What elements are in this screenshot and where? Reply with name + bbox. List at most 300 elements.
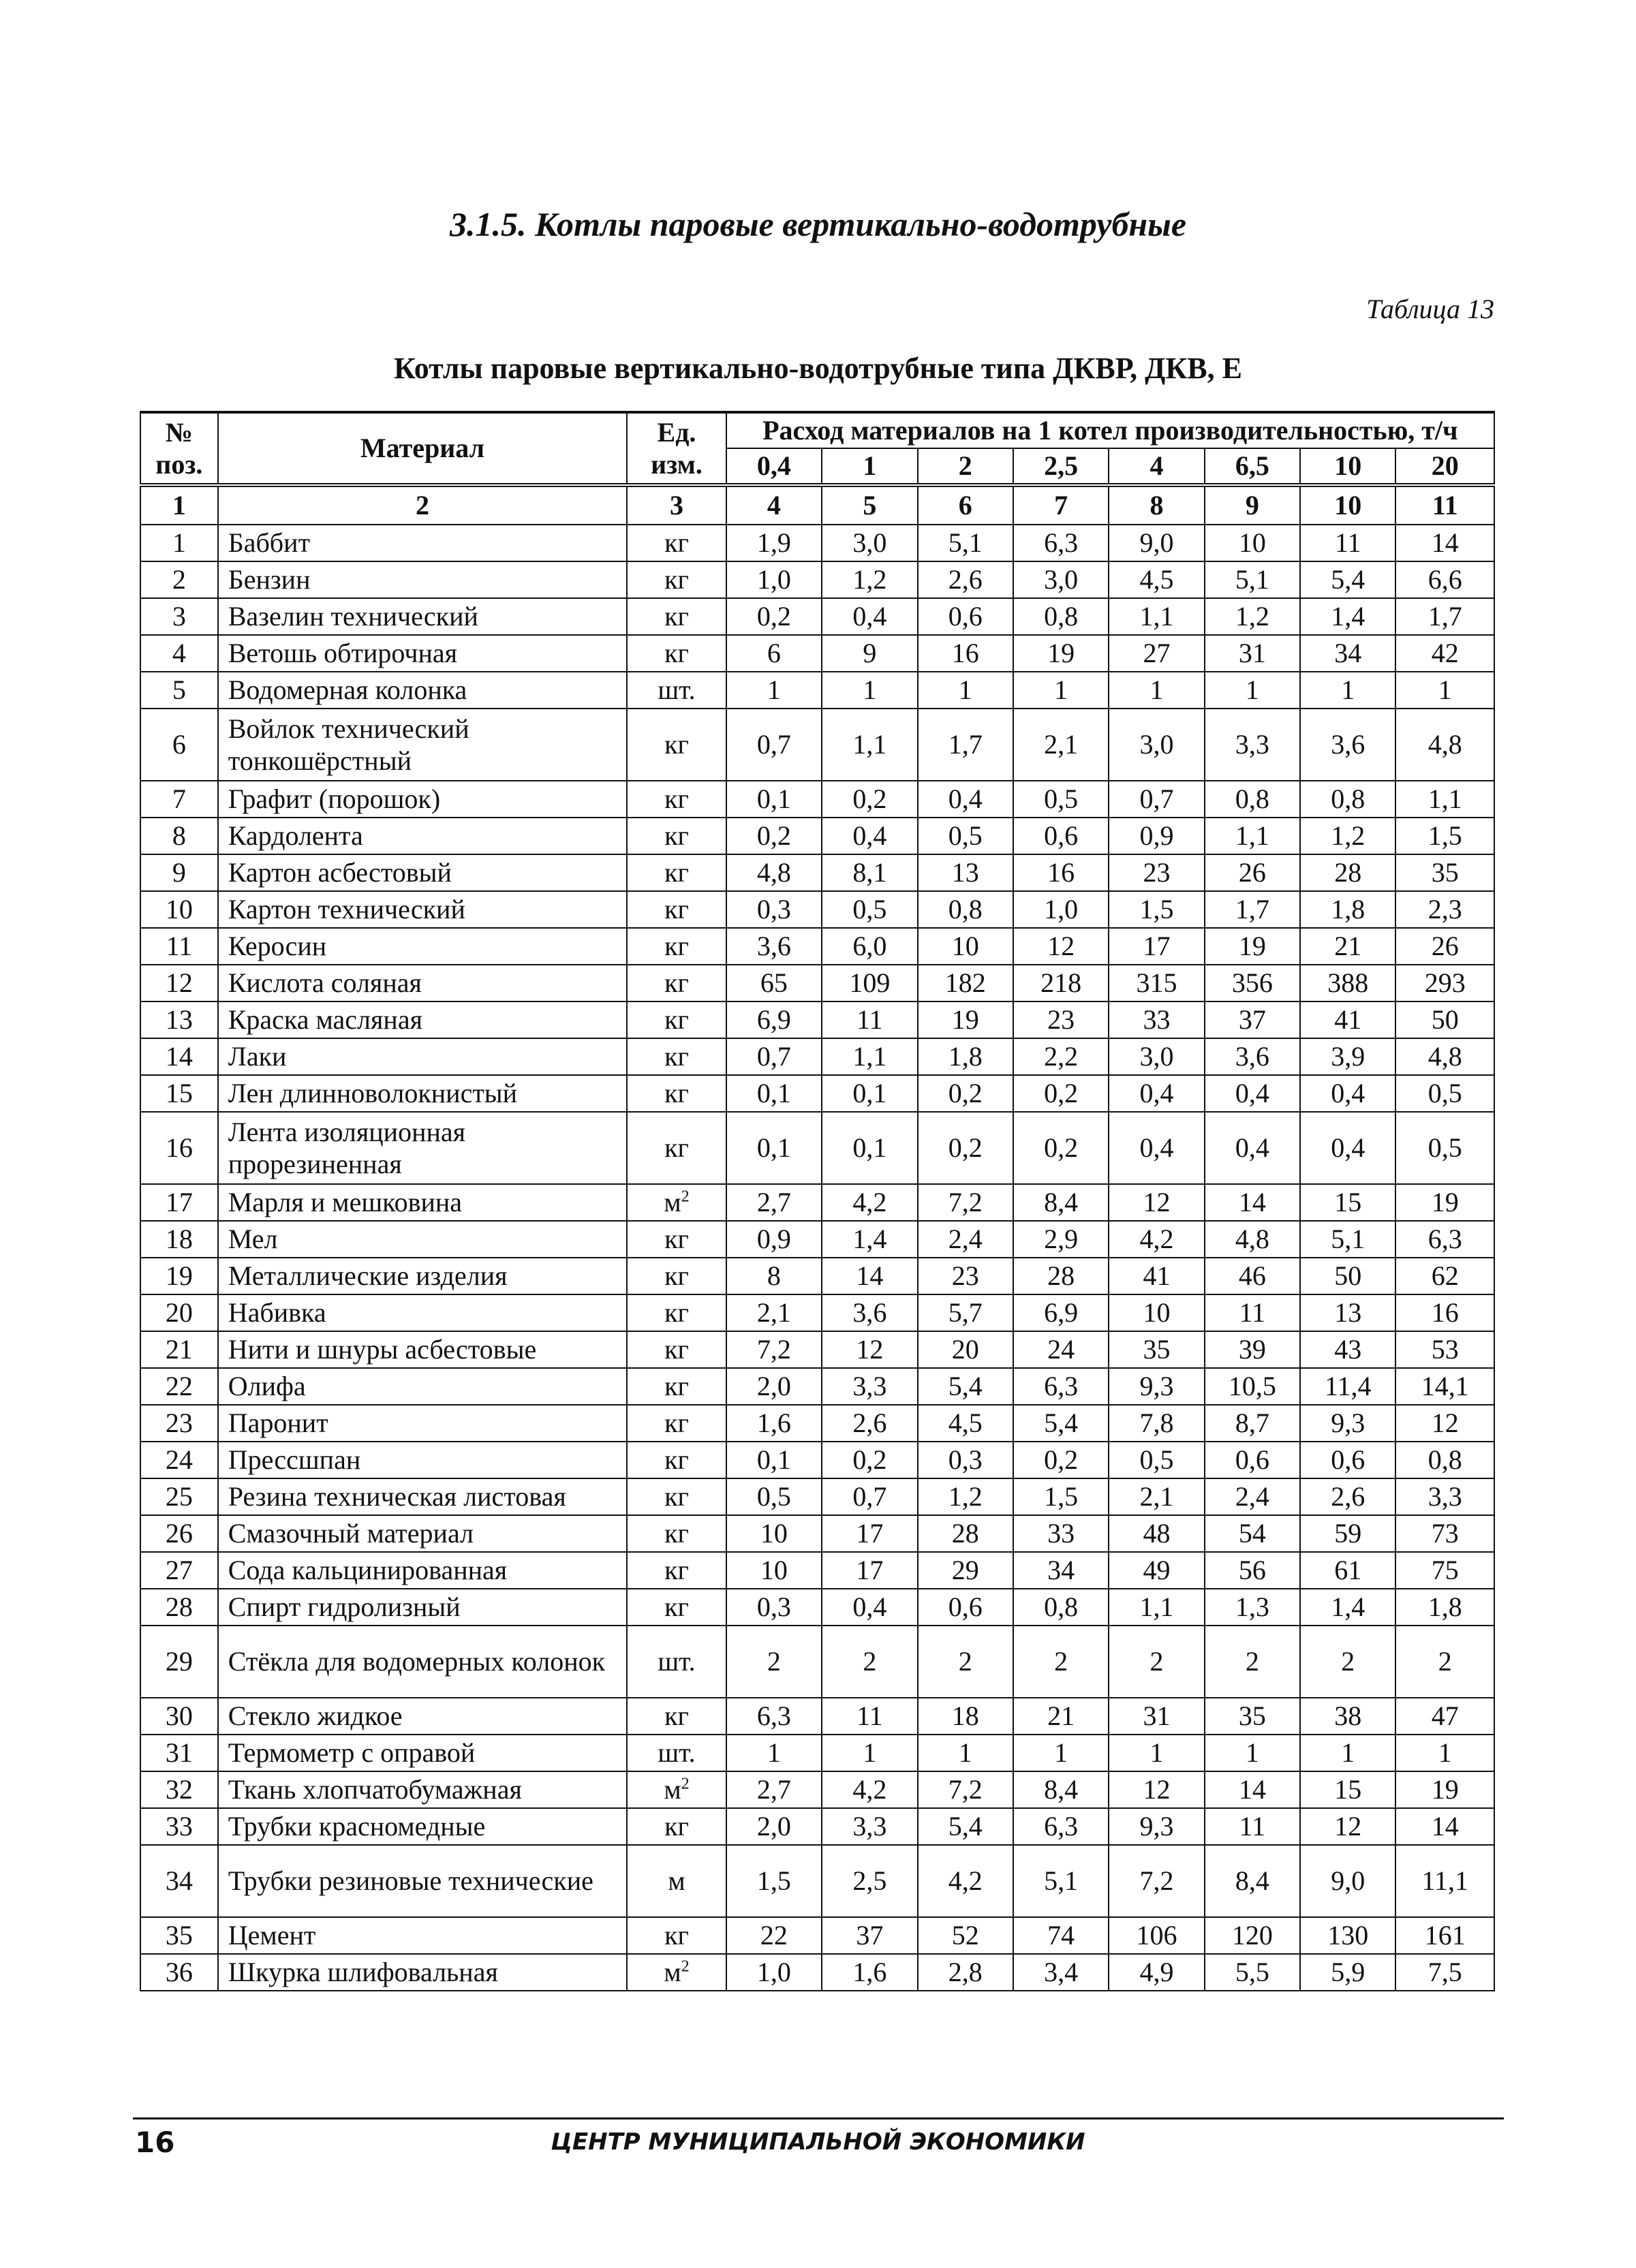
- row-number: 6: [140, 709, 218, 781]
- value-cell: 54: [1205, 1515, 1300, 1552]
- value-cell: 23: [1013, 1001, 1109, 1038]
- value-cell: 33: [1013, 1515, 1109, 1552]
- value-cell: 1: [1395, 672, 1494, 709]
- value-cell: 0,2: [1013, 1112, 1109, 1184]
- value-cell: 2,7: [726, 1184, 822, 1221]
- table-row: [140, 1112, 1494, 1184]
- value-cell: 8,4: [1013, 1771, 1109, 1808]
- material-name: Бензин: [218, 561, 628, 598]
- header-num: № поз.: [140, 412, 218, 485]
- value-cell: 2,1: [1013, 709, 1109, 781]
- table-row: [140, 561, 1494, 598]
- value-cell: 9,3: [1300, 1405, 1395, 1442]
- column-number: 11: [1395, 485, 1494, 525]
- material-name: Прессшпан: [218, 1442, 628, 1478]
- material-name: Ветошь обтирочная: [218, 635, 628, 672]
- value-cell: 0,8: [1013, 598, 1109, 635]
- value-cell: 11,1: [1395, 1845, 1494, 1917]
- value-cell: 17: [822, 1552, 917, 1589]
- value-cell: 120: [1205, 1917, 1300, 1954]
- row-number: 2: [140, 561, 218, 598]
- value-cell: 0,1: [822, 1112, 917, 1184]
- value-cell: 17: [822, 1515, 917, 1552]
- value-cell: 0,4: [1300, 1075, 1395, 1112]
- unit-text: шт.: [658, 1737, 696, 1769]
- value-cell: 2,0: [726, 1368, 822, 1405]
- value-cell: 12: [822, 1331, 917, 1368]
- row-number: 31: [140, 1735, 218, 1771]
- row-number: 1: [140, 525, 218, 561]
- value-cell: 2,6: [1300, 1478, 1395, 1515]
- value-cell: 1: [1205, 672, 1300, 709]
- value-cell: 2,4: [1205, 1478, 1300, 1515]
- material-name: Кислота соляная: [218, 965, 628, 1001]
- value-cell: 5,4: [1300, 561, 1395, 598]
- table-row: [140, 1294, 1494, 1331]
- unit-text: кг: [664, 1224, 689, 1255]
- column-number: 1: [140, 485, 218, 525]
- material-name: Трубки резиновые технические: [218, 1845, 628, 1917]
- value-cell: 109: [822, 965, 917, 1001]
- material-name: Резина техническая листовая: [218, 1478, 628, 1515]
- unit-cell: [627, 1221, 726, 1258]
- value-cell: 21: [1013, 1698, 1109, 1735]
- value-cell: 2: [1300, 1626, 1395, 1698]
- table-row: [140, 1589, 1494, 1626]
- value-cell: 0,5: [918, 818, 1013, 854]
- value-cell: 1: [822, 1735, 917, 1771]
- value-cell: 2: [1109, 1626, 1204, 1698]
- row-number: 24: [140, 1442, 218, 1478]
- value-cell: 6,9: [1013, 1294, 1109, 1331]
- value-cell: 19: [1205, 928, 1300, 965]
- value-cell: 37: [1205, 1001, 1300, 1038]
- material-name: Графит (порошок): [218, 781, 628, 818]
- row-number: 32: [140, 1771, 218, 1808]
- value-cell: 1,8: [1395, 1589, 1494, 1626]
- unit-cell: [627, 1626, 726, 1698]
- value-cell: 0,1: [726, 1112, 822, 1184]
- header-capacity: 1: [822, 448, 917, 485]
- value-cell: 2,7: [726, 1771, 822, 1808]
- row-number: 3: [140, 598, 218, 635]
- value-cell: 0,2: [822, 781, 917, 818]
- value-cell: 35: [1109, 1331, 1204, 1368]
- unit-cell: [627, 928, 726, 965]
- unit-cell: [627, 1954, 726, 1991]
- value-cell: 0,5: [1013, 781, 1109, 818]
- value-cell: 1: [726, 1735, 822, 1771]
- unit-text: м: [668, 1865, 685, 1897]
- row-number: 11: [140, 928, 218, 965]
- row-number: 8: [140, 818, 218, 854]
- row-number: 19: [140, 1258, 218, 1294]
- value-cell: 0,8: [1395, 1442, 1494, 1478]
- value-cell: 5,1: [1300, 1221, 1395, 1258]
- value-cell: 3,6: [726, 928, 822, 965]
- unit-text: кг: [664, 1260, 689, 1292]
- unit-cell: [627, 781, 726, 818]
- value-cell: 0,4: [918, 781, 1013, 818]
- value-cell: 8,4: [1205, 1845, 1300, 1917]
- value-cell: 5,1: [918, 525, 1013, 561]
- header-capacity: 6,5: [1205, 448, 1300, 485]
- value-cell: 1,5: [1109, 891, 1204, 928]
- table-row: [140, 1001, 1494, 1038]
- unit-text: кг: [664, 1334, 689, 1365]
- header-consumption: Расход материалов на 1 котел производительностью, т/ч: [726, 412, 1494, 448]
- value-cell: 0,2: [726, 818, 822, 854]
- header-capacity: 0,4: [726, 448, 822, 485]
- value-cell: 3,9: [1300, 1038, 1395, 1075]
- row-number: 22: [140, 1368, 218, 1405]
- value-cell: 24: [1013, 1331, 1109, 1368]
- value-cell: 1,1: [822, 1038, 917, 1075]
- row-number: 18: [140, 1221, 218, 1258]
- value-cell: 106: [1109, 1917, 1204, 1954]
- value-cell: 4,5: [918, 1405, 1013, 1442]
- page-number: 16: [135, 2126, 175, 2159]
- value-cell: 0,7: [726, 709, 822, 781]
- value-cell: 130: [1300, 1917, 1395, 1954]
- value-cell: 0,9: [1109, 818, 1204, 854]
- value-cell: 14: [1205, 1771, 1300, 1808]
- table-row: [140, 891, 1494, 928]
- value-cell: 11: [1300, 525, 1395, 561]
- table-row: [140, 1184, 1494, 1221]
- section-title: 3.1.5. Котлы паровые вертикально-водотрубные: [449, 205, 1187, 243]
- material-name: Вазелин технический: [218, 598, 628, 635]
- value-cell: 2,1: [726, 1294, 822, 1331]
- value-cell: 2: [1395, 1626, 1494, 1698]
- value-cell: 1,1: [1109, 598, 1204, 635]
- value-cell: 49: [1109, 1552, 1204, 1589]
- value-cell: 7,5: [1395, 1954, 1494, 1991]
- value-cell: 1,8: [1300, 891, 1395, 928]
- row-number: 28: [140, 1589, 218, 1626]
- column-number: 10: [1300, 485, 1395, 525]
- materials-table: [140, 411, 1495, 1991]
- value-cell: 19: [1395, 1184, 1494, 1221]
- value-cell: 2,0: [726, 1808, 822, 1845]
- value-cell: 0,3: [726, 1589, 822, 1626]
- footer-divider: [133, 2117, 1504, 2119]
- unit-text: кг: [664, 564, 689, 595]
- table-row: [140, 854, 1494, 891]
- value-cell: 5,4: [918, 1808, 1013, 1845]
- material-name: Нити и шнуры асбестовые: [218, 1331, 628, 1368]
- value-cell: 4,8: [1395, 1038, 1494, 1075]
- value-cell: 75: [1395, 1552, 1494, 1589]
- value-cell: 22: [726, 1917, 822, 1954]
- value-cell: 35: [1395, 854, 1494, 891]
- unit-superscript: 2: [681, 1958, 690, 1976]
- unit-text: м: [664, 1957, 681, 1988]
- unit-cell: [627, 1589, 726, 1626]
- material-name: Смазочный материал: [218, 1515, 628, 1552]
- row-number: 17: [140, 1184, 218, 1221]
- value-cell: 5,4: [1013, 1405, 1109, 1442]
- value-cell: 8,7: [1205, 1405, 1300, 1442]
- value-cell: 2,6: [822, 1405, 917, 1442]
- unit-text: кг: [664, 1371, 689, 1402]
- material-name: Лаки: [218, 1038, 628, 1075]
- row-number: 7: [140, 781, 218, 818]
- value-cell: 0,7: [726, 1038, 822, 1075]
- unit-cell: [627, 891, 726, 928]
- value-cell: 2,5: [822, 1845, 917, 1917]
- value-cell: 15: [1300, 1771, 1395, 1808]
- value-cell: 9,3: [1109, 1368, 1204, 1405]
- value-cell: 1,8: [918, 1038, 1013, 1075]
- unit-text: кг: [664, 1811, 689, 1842]
- value-cell: 7,8: [1109, 1405, 1204, 1442]
- row-number: 25: [140, 1478, 218, 1515]
- table-row: [140, 1917, 1494, 1954]
- unit-text: кг: [664, 783, 689, 815]
- table-row: [140, 928, 1494, 965]
- value-cell: 3,6: [822, 1294, 917, 1331]
- row-number: 36: [140, 1954, 218, 1991]
- value-cell: 1: [1109, 1735, 1204, 1771]
- material-name: Стекло жидкое: [218, 1698, 628, 1735]
- value-cell: 9: [822, 635, 917, 672]
- table-row: [140, 1405, 1494, 1442]
- value-cell: 1,3: [1205, 1589, 1300, 1626]
- header-capacity: 20: [1395, 448, 1494, 485]
- material-name: Марля и мешковина: [218, 1184, 628, 1221]
- unit-cell: [627, 965, 726, 1001]
- value-cell: 0,2: [918, 1112, 1013, 1184]
- table-row: [140, 1626, 1494, 1698]
- unit-text: кг: [664, 601, 689, 632]
- value-cell: 11,4: [1300, 1368, 1395, 1405]
- unit-cell: [627, 1808, 726, 1845]
- value-cell: 34: [1300, 635, 1395, 672]
- value-cell: 0,2: [822, 1442, 917, 1478]
- value-cell: 5,5: [1205, 1954, 1300, 1991]
- value-cell: 0,6: [918, 598, 1013, 635]
- unit-cell: [627, 1331, 726, 1368]
- table-row: [140, 1221, 1494, 1258]
- unit-cell: [627, 709, 726, 781]
- table-row: [140, 1478, 1494, 1515]
- value-cell: 1,4: [1300, 598, 1395, 635]
- value-cell: 28: [1013, 1258, 1109, 1294]
- value-cell: 0,2: [918, 1075, 1013, 1112]
- value-cell: 31: [1205, 635, 1300, 672]
- value-cell: 1,4: [822, 1221, 917, 1258]
- unit-cell: [627, 1845, 726, 1917]
- material-name: Металлические изделия: [218, 1258, 628, 1294]
- unit-cell: [627, 1405, 726, 1442]
- value-cell: 12: [1395, 1405, 1494, 1442]
- value-cell: 3,0: [1013, 561, 1109, 598]
- value-cell: 8,1: [822, 854, 917, 891]
- material-name: Мел: [218, 1221, 628, 1258]
- material-name: Набивка: [218, 1294, 628, 1331]
- unit-cell: [627, 1552, 726, 1589]
- value-cell: 38: [1300, 1698, 1395, 1735]
- column-number: 4: [726, 485, 822, 525]
- value-cell: 1,6: [822, 1954, 917, 1991]
- value-cell: 0,7: [1109, 781, 1204, 818]
- value-cell: 1,2: [822, 561, 917, 598]
- value-cell: 0,9: [726, 1221, 822, 1258]
- value-cell: 0,2: [1013, 1075, 1109, 1112]
- value-cell: 2: [1205, 1626, 1300, 1698]
- value-cell: 0,1: [726, 1442, 822, 1478]
- table-row: [140, 1771, 1494, 1808]
- row-number: 23: [140, 1405, 218, 1442]
- unit-text: кг: [664, 1518, 689, 1549]
- value-cell: 161: [1395, 1917, 1494, 1954]
- table-row: [140, 672, 1494, 709]
- row-number: 29: [140, 1626, 218, 1698]
- value-cell: 6,3: [1395, 1221, 1494, 1258]
- value-cell: 0,6: [1013, 818, 1109, 854]
- material-name: Картон технический: [218, 891, 628, 928]
- value-cell: 10: [1109, 1294, 1204, 1331]
- value-cell: 73: [1395, 1515, 1494, 1552]
- value-cell: 5,1: [1013, 1845, 1109, 1917]
- value-cell: 1,1: [1395, 781, 1494, 818]
- value-cell: 26: [1205, 854, 1300, 891]
- value-cell: 23: [918, 1258, 1013, 1294]
- value-cell: 10,5: [1205, 1368, 1300, 1405]
- row-number: 27: [140, 1552, 218, 1589]
- material-name: Сода кальцинированная: [218, 1552, 628, 1589]
- value-cell: 1: [1300, 672, 1395, 709]
- header-capacity: 4: [1109, 448, 1204, 485]
- column-number: 3: [627, 485, 726, 525]
- row-number: 13: [140, 1001, 218, 1038]
- value-cell: 62: [1395, 1258, 1494, 1294]
- table-row: [140, 781, 1494, 818]
- unit-text: кг: [664, 894, 689, 925]
- value-cell: 46: [1205, 1258, 1300, 1294]
- material-name: Кардолента: [218, 818, 628, 854]
- table-row: [140, 598, 1494, 635]
- value-cell: 0,7: [822, 1478, 917, 1515]
- unit-cell: [627, 1917, 726, 1954]
- row-number: 34: [140, 1845, 218, 1917]
- value-cell: 315: [1109, 965, 1204, 1001]
- unit-cell: [627, 1478, 726, 1515]
- header-material: Материал: [218, 412, 628, 485]
- value-cell: 6,3: [1013, 1368, 1109, 1405]
- value-cell: 0,8: [1013, 1589, 1109, 1626]
- table-label: Таблица 13: [1366, 294, 1494, 324]
- material-name: Трубки красномедные: [218, 1808, 628, 1845]
- value-cell: 1: [1395, 1735, 1494, 1771]
- value-cell: 1,7: [1395, 598, 1494, 635]
- value-cell: 0,4: [822, 598, 917, 635]
- value-cell: 8,4: [1013, 1184, 1109, 1221]
- unit-text: кг: [664, 967, 689, 999]
- unit-text: кг: [664, 1555, 689, 1586]
- column-number: 8: [1109, 485, 1204, 525]
- value-cell: 1: [918, 672, 1013, 709]
- unit-cell: [627, 1368, 726, 1405]
- value-cell: 5,7: [918, 1294, 1013, 1331]
- value-cell: 41: [1300, 1001, 1395, 1038]
- value-cell: 65: [726, 965, 822, 1001]
- material-name: Краска масляная: [218, 1001, 628, 1038]
- value-cell: 2,6: [918, 561, 1013, 598]
- value-cell: 7,2: [918, 1771, 1013, 1808]
- row-number: 26: [140, 1515, 218, 1552]
- header-capacity: 2,5: [1013, 448, 1109, 485]
- material-name: Олифа: [218, 1368, 628, 1405]
- value-cell: 3,0: [1109, 1038, 1204, 1075]
- value-cell: 1,5: [726, 1845, 822, 1917]
- value-cell: 1,5: [1013, 1478, 1109, 1515]
- value-cell: 2: [918, 1626, 1013, 1698]
- table-row: [140, 1515, 1494, 1552]
- value-cell: 23: [1109, 854, 1204, 891]
- unit-cell: [627, 1001, 726, 1038]
- value-cell: 6,9: [726, 1001, 822, 1038]
- unit-superscript: 2: [681, 1775, 690, 1794]
- value-cell: 1: [918, 1735, 1013, 1771]
- value-cell: 13: [918, 854, 1013, 891]
- value-cell: 1: [1013, 672, 1109, 709]
- value-cell: 6,3: [726, 1698, 822, 1735]
- value-cell: 29: [918, 1552, 1013, 1589]
- unit-cell: [627, 1771, 726, 1808]
- value-cell: 19: [1013, 635, 1109, 672]
- unit-cell: [627, 598, 726, 635]
- unit-cell: [627, 1442, 726, 1478]
- row-number: 9: [140, 854, 218, 891]
- value-cell: 50: [1395, 1001, 1494, 1038]
- value-cell: 16: [1395, 1294, 1494, 1331]
- unit-cell: [627, 635, 726, 672]
- column-number: 2: [218, 485, 628, 525]
- value-cell: 6,0: [822, 928, 917, 965]
- value-cell: 0,5: [1395, 1112, 1494, 1184]
- value-cell: 0,1: [822, 1075, 917, 1112]
- material-name: Стёкла для водомерных колонок: [218, 1626, 628, 1698]
- column-number: 5: [822, 485, 917, 525]
- value-cell: 28: [1300, 854, 1395, 891]
- value-cell: 3,3: [822, 1368, 917, 1405]
- value-cell: 9,0: [1109, 525, 1204, 561]
- value-cell: 13: [1300, 1294, 1395, 1331]
- row-number: 4: [140, 635, 218, 672]
- value-cell: 1,2: [918, 1478, 1013, 1515]
- row-number: 10: [140, 891, 218, 928]
- row-number: 35: [140, 1917, 218, 1954]
- value-cell: 0,4: [1109, 1112, 1204, 1184]
- value-cell: 18: [918, 1698, 1013, 1735]
- value-cell: 37: [822, 1917, 917, 1954]
- material-name: Термометр с оправой: [218, 1735, 628, 1771]
- unit-cell: [627, 672, 726, 709]
- unit-text: кг: [664, 1132, 689, 1164]
- unit-text: м: [664, 1774, 681, 1805]
- material-name: Ткань хлопчатобумажная: [218, 1771, 628, 1808]
- value-cell: 35: [1205, 1698, 1300, 1735]
- value-cell: 0,5: [1395, 1075, 1494, 1112]
- unit-cell: [627, 1698, 726, 1735]
- value-cell: 14: [1395, 1808, 1494, 1845]
- value-cell: 293: [1395, 965, 1494, 1001]
- unit-cell: [627, 1112, 726, 1184]
- value-cell: 3,0: [822, 525, 917, 561]
- value-cell: 2,1: [1109, 1478, 1204, 1515]
